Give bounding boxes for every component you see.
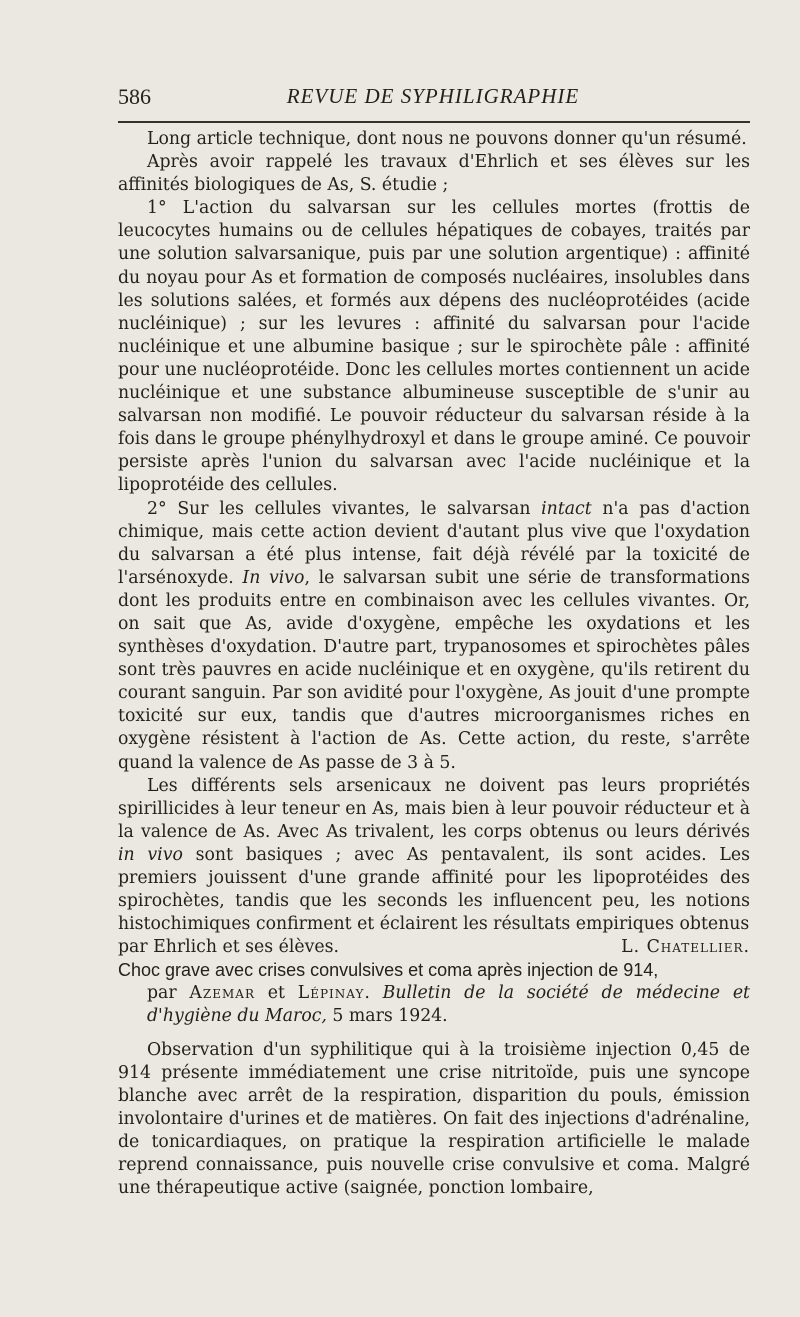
italic-term: In vivo — [242, 567, 305, 588]
italic-term: intact — [541, 498, 592, 519]
review-paragraph-5 — [118, 775, 750, 937]
paragraph-text: Les différents sels arsenicaux ne doivent pas leurs propriétés spirillicides à leur teneur en As, mais bien à leur pouvoir réducteur et à la valence de As. Avec As trivalent, les corps obtenus ou leurs dérivés — [118, 775, 750, 842]
journal-name: Bulletin de la société de médecine et d'hygiène du Maroc, — [147, 983, 750, 1027]
closing-text: par Ehrlich et ses élèves. — [118, 937, 339, 958]
paragraph-text: n'a pas d'action chimique, mais cette action devient d'autant plus vive que l'oxydation du salvarsan a été plus intense, fait déjà révélé par la toxicité de l'arsénoxyde. — [118, 498, 750, 588]
page-header — [118, 84, 748, 116]
author-name: Lépinay — [297, 983, 365, 1004]
paragraph-text: sont basiques ; avec As pentavalent, ils sont acides. Les premiers jouissent d'une grande affinité pour les lipoprotéides des spirochètes, tandis que les seconds les influencent peu, les notions histochimiques confirment et éclairent les résultats empiriques obtenus — [118, 844, 750, 935]
page-number: 586 — [118, 84, 151, 109]
citation-text: et — [255, 983, 298, 1004]
review-paragraph-2: Après avoir rappelé les travaux d'Ehrlich et ses élèves sur les affinités biologiques de As, S. étudie ; — [118, 152, 750, 196]
article-citation — [118, 982, 750, 1028]
review-signature-line — [118, 936, 750, 959]
page-body — [118, 128, 750, 1200]
author-name: Azemar — [189, 983, 255, 1004]
header-rule — [118, 121, 750, 123]
italic-term: in vivo — [118, 844, 183, 865]
reviewer-signature: L. Chatellier. — [621, 937, 750, 958]
observation-paragraph: Observation d'un syphilitique qui à la troisième injection 0,45 de 914 présente immédiatement une crise nitritoïde, puis une syncope blanche avec arrêt de la respiration, disparition du pouls, émission involontaire d'urines et de matières. On fait des injections d'adrénaline, de tonicardiaques, on pratique la respiration artificielle le malade reprend connaissance, puis nouvelle crise convulsive et coma. Malgré une thérapeutique active (saignée, ponction lombaire, — [118, 1039, 750, 1199]
review-paragraph-1: Long article technique, dont nous ne pouvons donner qu'un résumé. — [147, 129, 747, 149]
citation-text: par — [147, 983, 190, 1004]
review-paragraph-3: 1° L'action du salvarsan sur les cellules mortes (frottis de leucocytes humains ou de cellules hépatiques de cobayes, traités par une solution salvarsanique, puis par une solution argentique) : affinité du noyau pour As et formation de composés nucléaires, insolubles dans les solutions salées, et formés aux dépens des nucléoprotéides (acide nucléinique) ; sur les levures : affinité du salvarsan pour l'acide nucléinique et une albumine basique ; sur le spirochète pâle : affinité pour une nucléoprotéide. Donc les cellules mortes contiennent un acide nucléinique et une substance albumineuse susceptible de s'unir au salvarsan non modifié. Le pouvoir réducteur du salvarsan réside à la fois dans le groupe phénylhydroxyl et dans le groupe aminé. Ce pouvoir persiste après l'union du salvarsan avec l'acide nucléinique et la lipoprotéide des cellules. — [118, 198, 750, 496]
citation-text: . — [364, 983, 383, 1004]
paragraph-text: , le salvarsan subit une série de transformations dont les produits entre en combinaison avec les cellules vivantes. Or, on sait que As, avide d'oxygène, empêche les oxydations et les synthèses d'oxydation. D'autre part, trypanosomes et spirochètes pâles sont très pauvres en acide nucléinique et en oxygène, qu'ils retirent du courant sanguin. Par son avidité pour l'oxygène, As jouit d'une prompte toxicité sur eux, tandis que d'autres microorganismes riches en oxygène résistent à l'action de As. Cette action, du reste, s'arrête quand la valence de As passe de 3 à 5. — [118, 567, 750, 773]
review-paragraph-4 — [118, 498, 750, 775]
running-title: REVUE DE SYPHILIGRAPHIE — [286, 84, 580, 108]
article-title: Choc grave avec crises convulsives et coma après injection de 914, — [118, 960, 659, 981]
paragraph-text: 2° Sur les cellules vivantes, le salvarsan — [147, 498, 542, 519]
publication-date: 5 mars 1924. — [326, 1006, 448, 1027]
